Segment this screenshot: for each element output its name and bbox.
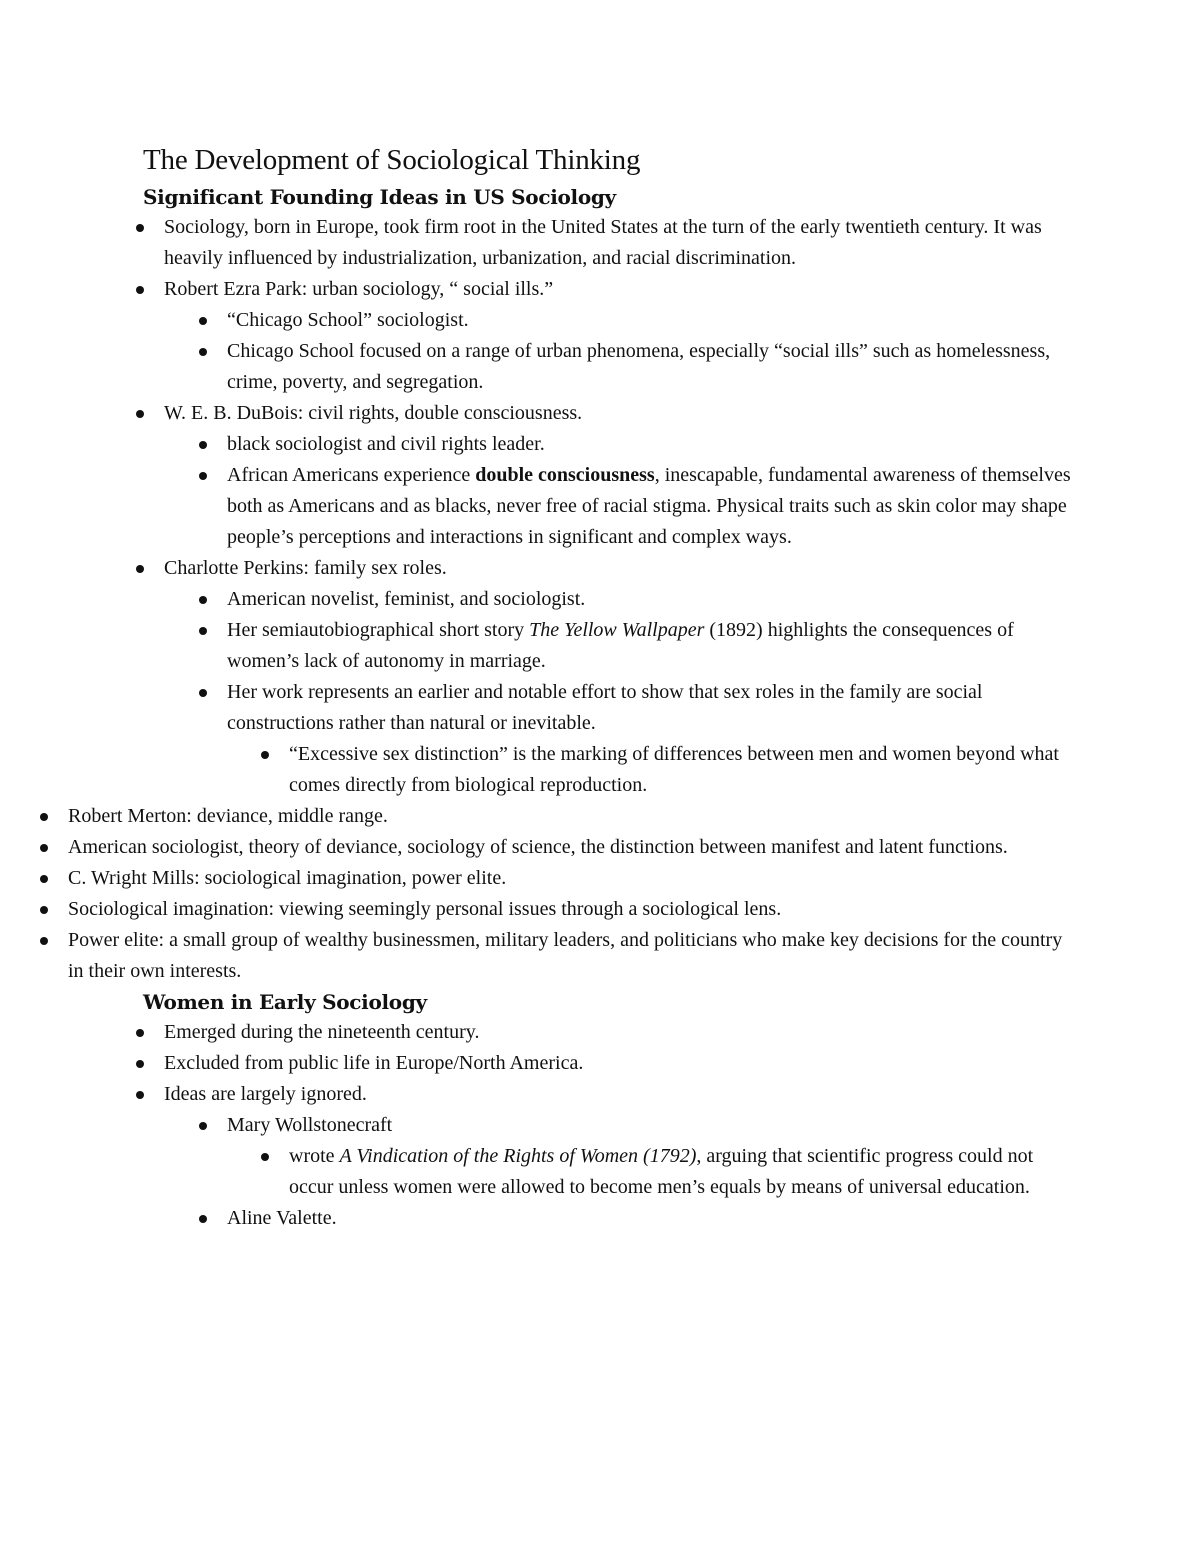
- bold-term: double consciousness: [475, 464, 655, 486]
- text-run: African Americans experience: [227, 464, 476, 486]
- list-item: [227, 677, 1073, 801]
- list-item: Robert Merton: deviance, middle range.: [68, 801, 1073, 832]
- document-page: [68, 138, 1073, 1234]
- list-item: “Excessive sex distinction” is the marking of differences between men and women beyond what comes directly from biological reproduction.: [289, 739, 1073, 801]
- list-item: Power elite: a small group of wealthy businessmen, military leaders, and politicians who make key decisions for the country in their own interests.: [68, 925, 1073, 987]
- list-item: Sociology, born in Europe, took firm root in the United States at the turn of the early twentieth century. It was heavily influenced by industrialization, urbanization, and racial discrimination.: [164, 212, 1073, 274]
- list-item-dubois: [164, 398, 1073, 553]
- list-item-wollstonecraft: [227, 1110, 1073, 1203]
- bullet-list-level2: [164, 429, 1073, 553]
- list-item-text: Charlotte Perkins: family sex roles.: [164, 557, 447, 579]
- bullet-list-level1: [0, 1017, 1073, 1234]
- text-run: , arguing that scientific progress could not occur unless women were allowed to become men’s equals by means of universal education.: [289, 1145, 1034, 1198]
- list-item-park: [164, 274, 1073, 398]
- list-item: Chicago School focused on a range of urban phenomena, especially “social ills” such as homelessness, crime, poverty, and segregation.: [227, 336, 1073, 398]
- bullet-list-level2: [164, 1110, 1073, 1234]
- list-item: Aline Valette.: [227, 1203, 1073, 1234]
- list-item: Sociological imagination: viewing seemingly personal issues through a sociological lens.: [68, 894, 1073, 925]
- bullet-list-level3: [227, 739, 1073, 801]
- list-item: [227, 615, 1073, 677]
- list-item: Emerged during the nineteenth century.: [164, 1017, 1073, 1048]
- section-women-early-sociology: [0, 1017, 1073, 1234]
- list-item: American novelist, feminist, and sociologist.: [227, 584, 1073, 615]
- bullet-list-level1: [0, 212, 1073, 801]
- list-item: “Chicago School” sociologist.: [227, 305, 1073, 336]
- list-item: black sociologist and civil rights leader.: [227, 429, 1073, 460]
- section-founding-ideas: [0, 212, 1073, 987]
- text-run: Her semiautobiographical short story: [227, 619, 530, 641]
- list-item: [289, 1141, 1073, 1203]
- bullet-list-outer: [0, 801, 1073, 987]
- list-item: American sociologist, theory of deviance, sociology of science, the distinction between manifest and latent functions.: [68, 832, 1073, 863]
- list-item: Excluded from public life in Europe/North America.: [164, 1048, 1073, 1079]
- bullet-list-level2: [164, 305, 1073, 398]
- text-run: wrote: [289, 1145, 340, 1167]
- section-heading-founding-ideas: Significant Founding Ideas in US Sociology: [143, 185, 616, 209]
- list-item: [227, 460, 1073, 553]
- list-item-text: Robert Ezra Park: urban sociology, “ social ills.”: [164, 278, 554, 300]
- italic-title: The Yellow Wallpaper: [529, 619, 705, 641]
- list-item-text: Mary Wollstonecraft: [227, 1114, 393, 1136]
- italic-title: A Vindication of the Rights of Women (1792): [339, 1145, 697, 1167]
- list-item-text: Ideas are largely ignored.: [164, 1083, 367, 1105]
- list-item: [164, 1079, 1073, 1234]
- section-heading-women: Women in Early Sociology: [143, 990, 427, 1014]
- bullet-list-level2: [164, 584, 1073, 801]
- list-item-text: Her work represents an earlier and notable effort to show that sex roles in the family are social constructions rather than natural or inevitable.: [227, 681, 983, 734]
- bullet-list-level3: [227, 1141, 1073, 1203]
- text-run: (1892) highlights the consequences of women’s lack of autonomy in marriage.: [227, 619, 1014, 672]
- list-item: C. Wright Mills: sociological imagination, power elite.: [68, 863, 1073, 894]
- list-item-text: W. E. B. DuBois: civil rights, double consciousness.: [164, 402, 583, 424]
- text-run: , inescapable, fundamental awareness of themselves both as Americans and as blacks, never free of racial stigma. Physical traits such as skin color may shape people’s perceptions and interactions in significant and complex ways.: [227, 464, 1071, 548]
- list-item-perkins: [164, 553, 1073, 801]
- page-title: The Development of Sociological Thinking: [143, 144, 641, 176]
